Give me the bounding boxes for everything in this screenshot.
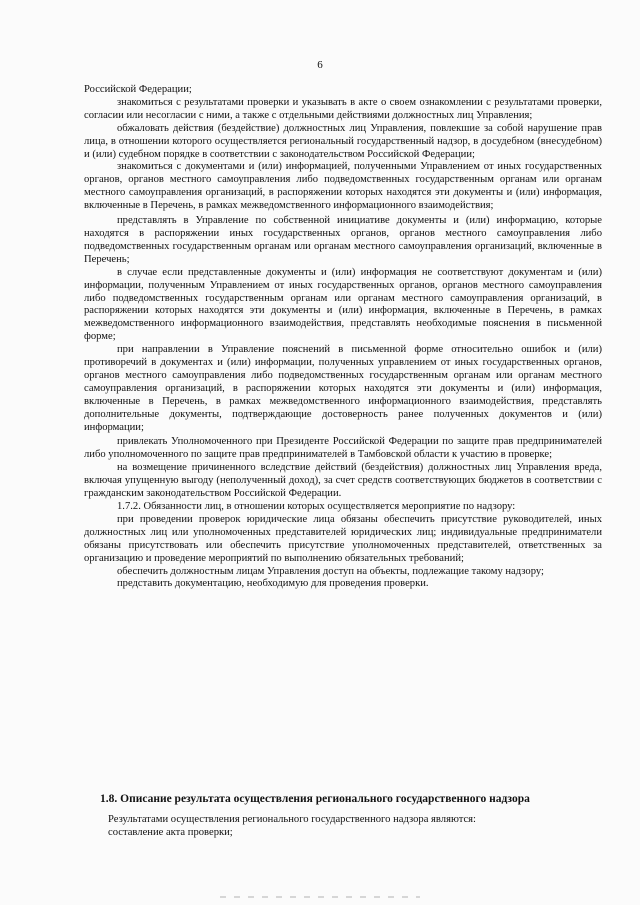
- paragraph-right-additional-documents: при направлении в Управление пояснений в письменной форме относительно ошибок и (или) противоречий в документах и (или) информации, полученных управлением от иных государственных органов, органов местного самоуправления либо подведомственных государственным органам или органам местного самоуправления организаций, в распоряжении которых находятся эти документы и (или) информация, включенные в Перечень, в рамках межведомственного информационного взаимодействия, представлять дополнительные документы, подтверждающие достоверность ранее полученных документов и (или) информации;: [84, 344, 602, 433]
- paragraph-obligation-documentation: представить документацию, необходимую для проведения проверки.: [117, 578, 429, 590]
- body-text: [84, 84, 602, 591]
- paragraph-continuation: Российской Федерации;: [84, 84, 192, 95]
- page-number: 6: [317, 59, 323, 71]
- paragraph-right-ombudsman: привлекать Уполномоченного при Президенте Российской Федерации по защите прав предпринимателей либо уполномоченного по защите прав предпринимателей в Тамбовской области к участию в проверке;: [84, 436, 602, 461]
- paragraph-obligation-access: обеспечить должностным лицам Управления доступ на объекты, подлежащие такому надзору;: [117, 565, 544, 577]
- paragraph-obligations-title: 1.7.2. Обязанности лиц, в отношении которых осуществляется мероприятие по надзору:: [117, 501, 516, 512]
- paragraph-right-view-documents: знакомиться с документами и (или) информацией, полученными Управлением от иных государственных органов, органов местного самоуправления либо подведомственных государственным органам или органам местного самоуправления организаций, в распоряжении которых находятся эти документы и (или) информация, включенные в Перечень, в рамках межведомственного информационного взаимодействия;: [84, 161, 602, 212]
- paragraph-right-compensation: на возмещение причиненного вследствие действий (бездействия) должностных лиц Управления вреда, включая упущенную выгоду (неполученный доход), за счет средств соответствующих бюджетов в соответствии с гражданским законодательством Российской Федерации.: [84, 462, 602, 500]
- paragraph-right-explanations: в случае если представленные документы и (или) информация не соответствуют документам и (или) информации, полученным Управлением от иных государственных органов, органов местного самоуправления либо подведомственных государственным органам или органам местного самоуправления организаций, в распоряжении которых находятся эти документы и (или) информация, включенные в Перечень, в рамках межведомственного информационного взаимодействия, представлять необходимые пояснения в письменной форме;: [84, 266, 602, 343]
- paragraph-obligation-presence: при проведении проверок юридические лица обязаны обеспечить присутствие руководителей, иных должностных лиц или уполномоченных представителей юридических лиц; индивидуальные предприниматели обязаны присутствовать или обеспечить присутствие уполномоченных представителей, ответственных за организацию и проведение мероприятий по выполнению обязательных требований;: [84, 513, 602, 564]
- results-item: составление акта проверки;: [108, 827, 233, 838]
- section-results: [108, 813, 598, 839]
- section-heading: 1.8. Описание результата осуществления регионального государственного надзора: [100, 793, 530, 805]
- results-intro: Результатами осуществления регионального государственного надзора являются:: [108, 814, 476, 825]
- paragraph-right-submit-documents: представлять в Управление по собственной инициативе документы и (или) информацию, которые находятся в распоряжении иных государственных органов, органов местного самоуправления либо подведомственных государственным органам или органам местного самоуправления организаций, включенные в Перечень;: [84, 215, 602, 265]
- scan-artifact: [220, 896, 420, 898]
- paragraph-right-appeal: обжаловать действия (бездействие) должностных лиц Управления, повлекшие за собой нарушение прав лица, в отношении которого осуществляется региональный государственный надзор, в досудебном (внесудебном) и (или) судебном порядке в соответствии с законодательством Российской Федерации;: [84, 122, 602, 160]
- paragraph-right-review-results: знакомиться с результатами проверки и указывать в акте о своем ознакомлении с результатами проверки, согласии или несогласии с ними, а также с отдельными действиями должностных лиц Управления;: [84, 96, 602, 121]
